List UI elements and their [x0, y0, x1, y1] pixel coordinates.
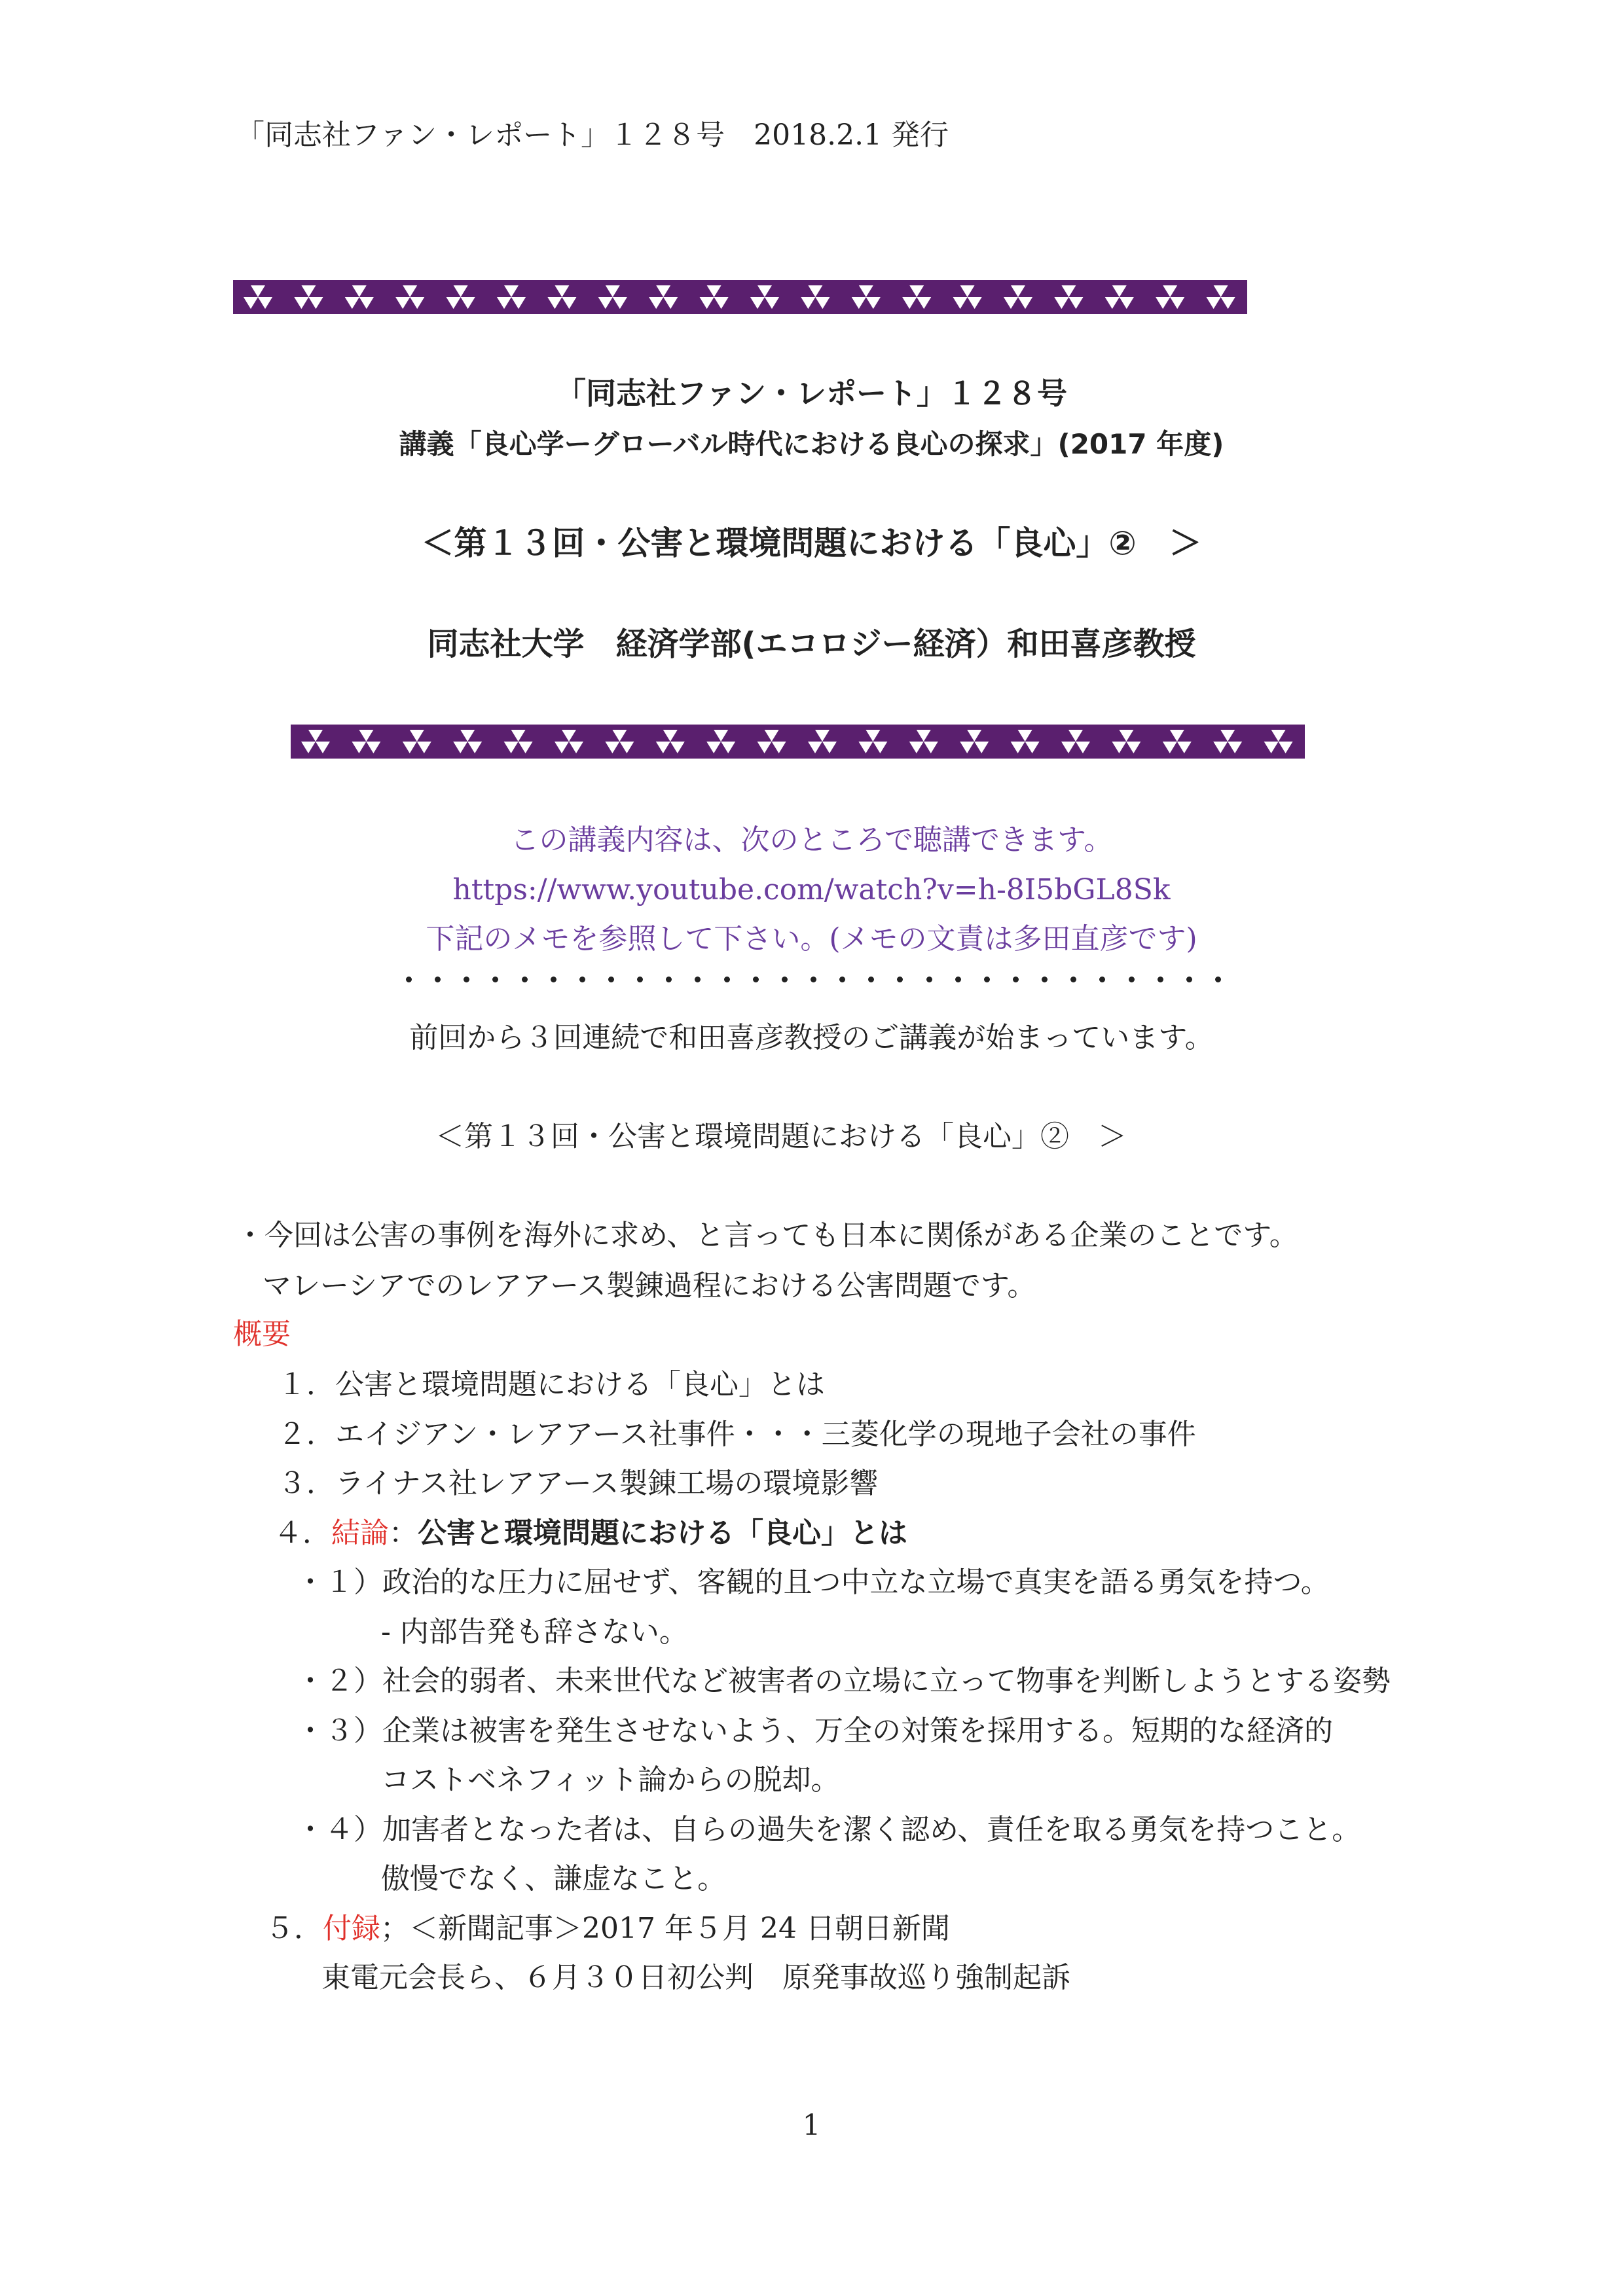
item-num: ５．: [265, 1912, 323, 1945]
list-item-appendix: [265, 1914, 950, 1943]
dot: [1099, 977, 1105, 982]
dot: [753, 977, 759, 982]
appendix-label: 付録: [323, 1912, 380, 1945]
triangle-motif: [1105, 285, 1134, 309]
triangle-motif: [706, 730, 735, 753]
triangle-motif: [858, 730, 887, 753]
triangle-motif: [453, 730, 482, 753]
sep: ：: [389, 1516, 418, 1550]
header-line: 「同志社ファン・レポート」１２８号 2018.2.1 発行: [236, 118, 949, 152]
lecture-subtitle: 講義「良心学ーグローバル時代における良心の探求」(2017 年度): [399, 428, 1224, 460]
triangle-motif: [301, 730, 330, 753]
dot: [984, 977, 990, 982]
dot: [868, 977, 874, 982]
triangle-motif: [801, 285, 830, 309]
triangle-motif: [447, 285, 475, 309]
dot: [1129, 977, 1135, 982]
dot: [522, 977, 528, 982]
list-item: １．公害と環境問題における「良心」とは: [278, 1368, 825, 1401]
triangle-motif: [244, 285, 272, 309]
triangle-motif: [656, 730, 685, 753]
item-num: ４．: [274, 1516, 331, 1550]
list-item: ２．エイジアン・レアアース社事件・・・三菱化学の現地子会社の事件: [278, 1418, 1196, 1451]
dot: [782, 977, 788, 982]
dot: [1186, 977, 1192, 982]
conclusion-heading: 公害と環境問題における「良心」とは: [418, 1516, 907, 1550]
dot: [637, 977, 643, 982]
triangle-motif: [395, 285, 424, 309]
decorative-bar-bottom: [291, 725, 1305, 759]
dot: [492, 977, 498, 982]
triangle-motif: [757, 730, 786, 753]
dot: [608, 977, 614, 982]
triangle-motif: [1264, 730, 1293, 753]
dot: [579, 977, 585, 982]
conclusion-point: ・４）加害者となった者は、自らの過失を潔く認め、責任を取る勇気を持つこと。: [296, 1813, 1361, 1846]
dot: [811, 977, 816, 982]
conclusion-label: 結論: [331, 1516, 389, 1550]
triangle-motif: [605, 730, 634, 753]
dot: [1215, 977, 1221, 982]
decorative-bar-top: [233, 280, 1247, 314]
triangle-motif: [497, 285, 526, 309]
dot: [926, 977, 932, 982]
triangle-motif: [1061, 730, 1090, 753]
conclusion-point: ・３）企業は被害を発生させないよう、万全の対策を採用する。短期的な経済的: [296, 1714, 1333, 1748]
triangle-motif: [1207, 285, 1235, 309]
dot: [695, 977, 701, 982]
triangle-motif: [1213, 730, 1242, 753]
conclusion-point: ・１）政治的な圧力に屈せず、客観的且つ中立な立場で真実を語る勇気を持つ。: [296, 1566, 1330, 1599]
triangle-motif: [504, 730, 533, 753]
dot: [666, 977, 672, 982]
conclusion-point-cont: 傲慢でなく、謙虚なこと。: [381, 1862, 727, 1895]
dot: [724, 977, 730, 982]
overview-label: 概要: [233, 1318, 291, 1351]
list-item-conclusion: [274, 1516, 907, 1550]
triangle-motif: [1011, 730, 1040, 753]
report-title: 「同志社ファン・レポート」１２８号: [555, 376, 1068, 411]
bullet-text-cont: マレーシアでのレアアース製錬過程における公害問題です。: [263, 1269, 1036, 1302]
appendix-text: ；＜新聞記事＞2017 年５月 24 日朝日新聞: [380, 1912, 950, 1945]
triangle-motif: [852, 285, 881, 309]
triangle-motif: [1163, 730, 1192, 753]
conclusion-point-cont: コストベネフィット論からの脱却。: [381, 1763, 840, 1797]
triangle-motif: [555, 730, 583, 753]
dot: [464, 977, 469, 982]
youtube-link[interactable]: https://www.youtube.com/watch?v=h-8I5bGL8Sk: [452, 873, 1171, 906]
intro-text: 前回から３回連続で和田喜彦教授のご講義が始まっています。: [409, 1021, 1214, 1054]
notice-memo: 下記のメモを参照して下さい。(メモの文責は多田直彦です): [426, 922, 1197, 956]
triangle-motif: [953, 285, 982, 309]
triangle-motif: [1004, 285, 1032, 309]
bullet-text: ・今回は公害の事例を海外に求め、と言っても日本に関係がある企業のことです。: [236, 1219, 1298, 1252]
triangle-motif: [649, 285, 678, 309]
triangle-motif: [294, 285, 323, 309]
dot: [551, 977, 556, 982]
triangle-motif: [345, 285, 374, 309]
author: 同志社大学 経済学部(エコロジー経済）和田喜彦教授: [427, 626, 1196, 662]
dot: [955, 977, 961, 982]
page-number: 1: [802, 2109, 821, 2142]
notice-line: この講義内容は、次のところで聴講できます。: [510, 823, 1113, 857]
dot: [435, 977, 441, 982]
triangle-motif: [403, 730, 431, 753]
list-item: ３．ライナス社レアアース製錬工場の環境影響: [278, 1467, 879, 1500]
triangle-motif: [1156, 285, 1184, 309]
dot: [1070, 977, 1076, 982]
triangle-motif: [808, 730, 837, 753]
session-title: ＜第１３回・公害と環境問題における「良心」② ＞: [421, 524, 1202, 562]
dot: [1158, 977, 1163, 982]
dotted-separator: [406, 977, 1221, 982]
triangle-motif: [1112, 730, 1140, 753]
dot: [1042, 977, 1048, 982]
dot: [1013, 977, 1019, 982]
triangle-motif: [1054, 285, 1083, 309]
dot: [406, 977, 412, 982]
triangle-motif: [750, 285, 779, 309]
appendix-headline: 東電元会長ら、６月３０日初公判 原発事故巡り強制起訴: [321, 1961, 1070, 1994]
triangle-motif: [700, 285, 729, 309]
session-subheading: ＜第１３回・公害と環境問題における「良心」② ＞: [435, 1120, 1127, 1153]
conclusion-subpoint: - 内部告発も辞さない。: [381, 1615, 688, 1649]
triangle-motif: [960, 730, 989, 753]
triangle-motif: [547, 285, 576, 309]
triangle-motif: [909, 730, 938, 753]
dot: [897, 977, 903, 982]
triangle-motif: [352, 730, 380, 753]
triangle-motif: [598, 285, 627, 309]
conclusion-point: ・２）社会的弱者、未来世代など被害者の立場に立って物事を判断しようとする姿勢: [296, 1664, 1391, 1698]
dot: [839, 977, 845, 982]
triangle-motif: [902, 285, 931, 309]
